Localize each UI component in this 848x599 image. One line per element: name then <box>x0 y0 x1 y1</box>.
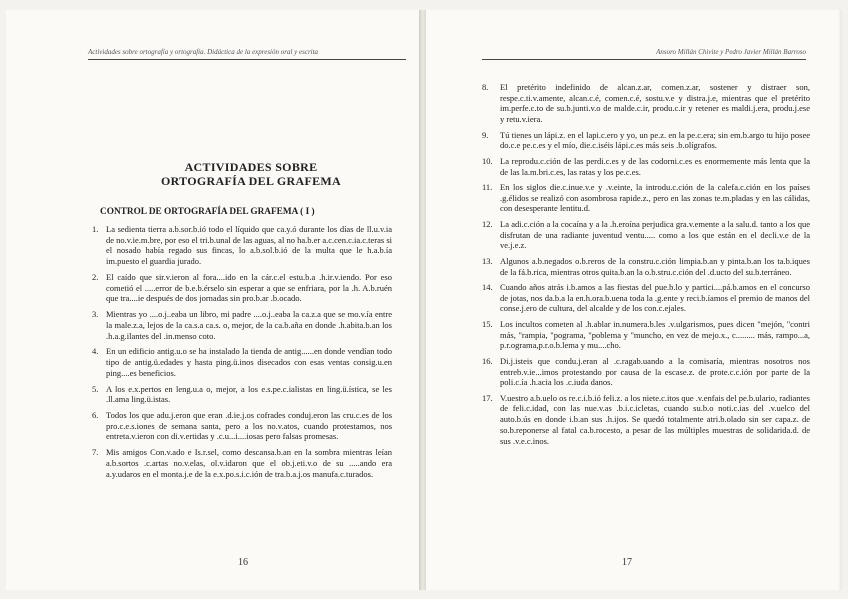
item-number: 5. <box>92 383 99 394</box>
item-text: Di.j.isteis que condu.j.eran al .c.ragab.uando a la comisaría, mientras nosotros nos entreb.v.ie...imos protestando por causa de la escase.z. de prote.c.c.ión por parte de la poli.c.ía .h.acia los .c.iuda danos. <box>500 355 810 388</box>
section-title <box>116 160 386 188</box>
item-text: La adi.c.ción a la cocaína y a la .h.eroína perjudica gra.v.emente a la salu.d. tanto a los que disfrutan de una radiante juventud ventu..... como a los que están en el decli.v.e de la ve.j.e.z. <box>500 218 810 251</box>
item-text: Mis amigos Con.v.ado e Is.r.sel, como descansa.b.an en la sombra mientras leían a.b.sortos .c.artas no.v.elas, ol.v.idaron que el ob.j.eti.v.o de su .....ando era a.y.udaros en el monta.j.e de la e.x.po.s.i.c.ión de tra.b.a.j.os manufa.c.turados. <box>106 447 392 479</box>
item-text: Algunos a.b.negados o.b.reros de la constru.c.ción limpia.b.an y pinta.b.an los ta.b.iques de la fá.b.rica, mientras otros quita.b.an la o.b.stru.c.ción del .d.ucto del su.b.terráneo. <box>500 255 810 277</box>
item-text: Cuando años atrás i.b.amos a las fiestas del pue.b.lo y partici....pá.b.amos en el concurso de jotas, nos da.b.a la en.h.ora.b.uena toda la .g.ente y reci.b.íamos el premio de manos del conse.j.ero de cultura, del alcalde y de los con.c.ejales. <box>500 282 810 314</box>
exercise-item-9 <box>482 130 810 151</box>
item-text: La reprodu.c.ción de las perdi.c.es y de las codorni.c.es es enormemente más lenta que la de las la.m.bri.c.es, las ratas y los pe.c.es. <box>500 155 810 177</box>
item-number: 16. <box>482 355 493 366</box>
left-page <box>6 10 420 590</box>
item-text: El caído que sir.v.ieron al fora....ido en la cár.c.el estu.b.a .h.ir.v.iendo. Por eso cometió el .....error de b.e.b.érselo sin esperar a que se enfriara, por la .h. A.b.ruén que tra....ie después de dos jornadas sin pro.b.ar .b.ocado. <box>106 271 392 304</box>
exercise-item-8 <box>482 82 810 125</box>
exercise-item-16 <box>482 356 810 388</box>
running-head-left: Actividades sobre ortografía y ortografía. Didáctica de la expresión oral y escrita <box>88 48 319 56</box>
item-number: 15. <box>482 318 493 329</box>
exercise-item-10 <box>482 156 810 177</box>
exercise-item-17 <box>482 393 810 447</box>
exercise-item-13 <box>482 256 810 277</box>
exercise-list-left <box>92 224 392 484</box>
running-head-right: Ansoro Millán Chivite y Pedro Javier Millán Barroso <box>656 48 806 56</box>
exercise-item-7 <box>92 447 392 479</box>
item-number: 2. <box>92 271 99 282</box>
item-text: El pretérito indefinido de alcan.z.ar, comen.z.ar, sostener y distraer son, respe.c.ti.v.amente, alcan.c.é, comen.c.é, sostu.v.e y distra.j.e, mientras que el pretérito im.perfe.c.to de su.b.junti.v.o de malde.c.ir, produ.c.ir y retener es maldi.j.era, produ.j.ese y retu.v.iera. <box>500 82 810 125</box>
item-number: 7. <box>92 447 99 458</box>
item-text: Todos los que adu.j.eron que eran .d.ie.j.os cofrades conduj.eron las cru.c.es de los pro.c.e.s.iones de semana santa, pero a los no.v.atos, cuando protestamos, nos entreta.v.ieron con di.v.ertidas y .c.u...i....iosas pero falsas promesas. <box>106 410 392 442</box>
item-number: 1. <box>92 224 99 234</box>
item-text: En un edificio antig.u.o se ha instalado la tienda de antig......en donde vendían todo tipo de antig.ü.edades y hasta ping.ü.inos disecados con esas ventas consig.u.en ping....es beneficios. <box>106 346 392 378</box>
page-number-right: 17 <box>622 557 632 568</box>
exercise-item-15 <box>482 319 810 351</box>
item-number: 14. <box>482 282 493 293</box>
item-text: A los e.x.pertos en leng.u.a o, mejor, a los e.s.pe.c.ialistas en ling.ü.ística, se les .ll.ama ling.ü.istas. <box>106 383 392 405</box>
section-title-line1: ACTIVIDADES SOBRE <box>184 160 318 174</box>
item-text: En los siglos die.c.inue.v.e y .v.einte, la introdu.c.ción de la calefa.c.ción en los países .g.élidos se realizó con asombrosa rapide.z., pero en las zonas te.m.pladas y en las cálidas, con desesperante lentitu.d. <box>500 182 810 214</box>
item-number: 9. <box>482 129 489 140</box>
item-text: V.uestro a.b.uelo os re.c.i.b.ió feli.z. a los niete.c.itos que .v.enfais del pe.b.ulario, radiantes de feli.c.idad, con las nue.v.as .b.i.c.icletas, cuando su.b.o noti.c.ias del .v.uelco del auto.b.ús en donde i.b.an sus .h.ijos. Se quedó totalmente atri.b.olado sin ser capa.z. de so.b.reponerse al fatal ca.b.rocesto, a pesar de las múltiples muestras de solidarida.d. de sus .v.e.c.inos. <box>500 392 810 446</box>
page-number-left: 16 <box>238 557 248 568</box>
item-text: Tú tienes un lápi.z. en el lapi.c.ero y yo, un pe.z. en la pe.c.era; sin em.b.argo tu hijo posee do.c.e pe.c.es y el mío, die.c.iséis lápi.c.es más seis .b.olígrafos. <box>500 129 810 151</box>
exercise-item-1 <box>92 224 392 267</box>
exercise-item-11 <box>482 182 810 214</box>
item-number: 12. <box>482 218 493 229</box>
exercise-item-4 <box>92 346 392 378</box>
item-number: 8. <box>482 82 489 92</box>
item-text: La sedienta tierra a.b.sor.b.ió todo el líquido que ca.y.ó durante los días de ll.u.v.ia de no.v.ie.m.bre, por eso el tri.b.unal de las aguas, al no ha.b.er a.c.cen.c.ia.c.teras si el nosado había regado sus fincas, lo a.b.sol.b.ió de la multa que le h.a.b.ía im.puesto el guardia jurado. <box>106 224 392 267</box>
item-number: 3. <box>92 309 99 320</box>
right-page <box>426 10 842 590</box>
header-rule-right <box>482 59 806 60</box>
exercise-item-6 <box>92 410 392 442</box>
header-rule-left <box>88 59 406 60</box>
exercise-subtitle: CONTROL DE ORTOGRAFÍA DEL GRAFEMA ( I ) <box>100 207 315 217</box>
exercise-item-2 <box>92 272 392 304</box>
item-text: Mientras yo ....o.j..eaba un libro, mi padre ....o.j..eaba la ca.z.a que se mo.v.ía entre la male.z.a, lejos de la ca.s.a ca.s. o, mejor, de la ca.b.aña en donde .h.abita.b.an los .h.a.g.ilantes del .in.menso coto. <box>106 309 392 341</box>
exercise-item-3 <box>92 309 392 341</box>
item-number: 6. <box>92 410 99 421</box>
exercise-list-right <box>482 82 810 451</box>
item-number: 10. <box>482 155 493 166</box>
item-number: 17. <box>482 392 493 403</box>
section-title-line2: ORTOGRAFÍA DEL GRAFEMA <box>161 174 341 188</box>
exercise-item-5 <box>92 384 392 405</box>
exercise-item-12 <box>482 219 810 251</box>
item-text: Los incultos cometen al .h.ablar in.numera.b.les .v.ulgarismos, pues dicen "mejón, "contri más, "rampia, "pograma, "poblema y "muncho, en vez de mejo.x., c......... más, rampo...a, p.r.ograma,p.r.o.b.lema y mu....cho. <box>500 318 810 351</box>
item-number: 4. <box>92 346 99 357</box>
exercise-item-14 <box>482 282 810 314</box>
item-number: 13. <box>482 255 493 266</box>
page-edge-shadow <box>838 10 842 590</box>
item-number: 11. <box>482 182 493 193</box>
